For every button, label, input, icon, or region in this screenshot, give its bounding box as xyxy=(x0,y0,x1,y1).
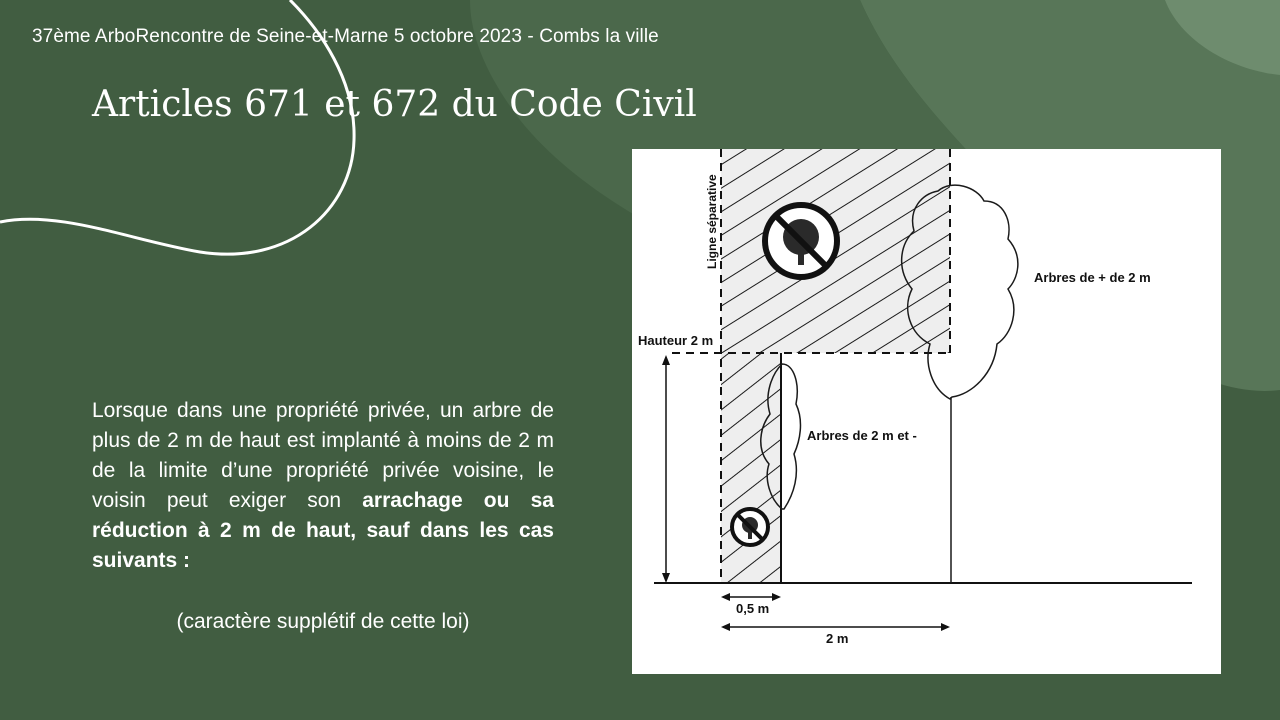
arbres-moins-label: Arbres de 2 m et - xyxy=(807,428,917,443)
hatched-zone-lower xyxy=(721,353,781,583)
prohibited-tree-icon-large xyxy=(765,205,837,277)
note-text: (caractère supplétif de cette loi) xyxy=(176,610,470,633)
hauteur-label: Hauteur 2 m xyxy=(638,333,714,348)
body-paragraph xyxy=(92,396,554,576)
body-bold-text: arrachage ou sa réduction à 2 m de haut, sauf dans les cas suivants : xyxy=(92,489,554,572)
prohibited-tree-icon-small xyxy=(732,509,768,545)
distance-2-label: 2 m xyxy=(826,631,849,646)
arbres-plus-label: Arbres de + de 2 m xyxy=(1034,270,1151,285)
body-normal-text: Lorsque dans une propriété privée, un arbre de plus de 2 m de haut est implanté à moins de 2 m de la limite d’une propriété privée voisine, le voisin peut exiger son xyxy=(92,399,554,512)
diagram-svg xyxy=(632,149,1221,674)
presentation-header: 37ème ArboRencontre de Seine-et-Marne 5 octobre 2023 - Combs la ville xyxy=(32,26,659,47)
ligne-separative-label: Ligne séparative xyxy=(705,174,719,269)
distance-05-label: 0,5 m xyxy=(736,601,770,616)
diagram-figure xyxy=(632,149,1221,674)
slide-title: Articles 671 et 672 du Code Civil xyxy=(92,84,697,125)
